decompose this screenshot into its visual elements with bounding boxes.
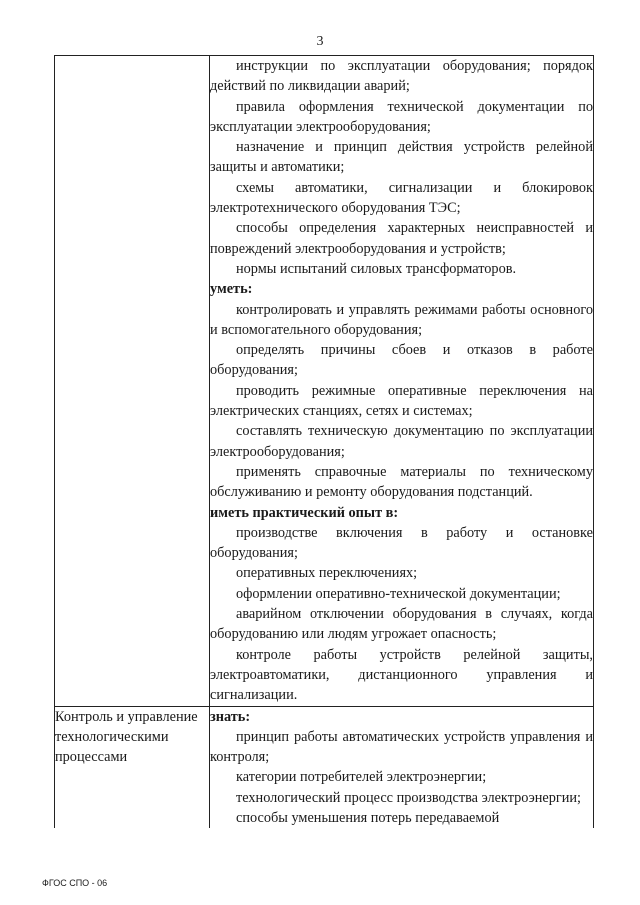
section-heading: уметь:	[210, 281, 253, 298]
list-item: определять причины сбоев и отказов в работе оборудования;	[210, 342, 593, 379]
list-item: технологический процесс производства электроэнергии;	[236, 789, 582, 806]
table-row	[55, 706, 594, 828]
list-item: аварийном отключении оборудования в случаях, когда оборудованию или людям угрожает опасность;	[210, 606, 593, 643]
right-cell	[210, 56, 594, 707]
competency-table	[54, 55, 594, 828]
section-heading: иметь практический опыт в:	[210, 504, 399, 521]
page-number: 3	[316, 34, 324, 49]
list-item: применять справочные материалы по техническому обслуживанию и ремонту оборудования подстанций.	[210, 463, 593, 501]
list-item: проводить режимные оперативные переключения на электрических станциях, сетях и системах;	[210, 382, 593, 420]
list-item: правила оформления технической документации по эксплуатации электрооборудования;	[210, 98, 593, 135]
list-item: оформлении оперативно-технической документации;	[236, 585, 561, 602]
list-item: нормы испытаний силовых трансформаторов.	[236, 260, 517, 277]
list-item: назначение и принцип действия устройств релейной защиты и автоматики;	[210, 139, 593, 176]
list-item: принцип работы автоматических устройств управления и контроля;	[210, 728, 593, 766]
list-item: производстве включения в работу и остановке оборудования;	[210, 524, 593, 562]
list-item: составлять техническую документацию по эксплуатации электрооборудования;	[210, 423, 593, 460]
left-cell-competency-label: Контроль и управление технологическими процессами	[55, 706, 210, 828]
list-item: схемы автоматики, сигнализации и блокировок электротехнического оборудования ТЭС;	[210, 179, 593, 217]
list-item: контролировать и управлять режимами работы основного и вспомогательного оборудования;	[210, 301, 593, 338]
footer-code: ФГОС СПО - 06	[42, 878, 108, 888]
list-item: инструкции по эксплуатации оборудования; порядок действий по ликвидации аварий;	[210, 58, 593, 95]
list-item: контроле работы устройств релейной защиты, электроавтоматики, дистанционного управления и сигнализации.	[210, 646, 593, 704]
left-cell	[55, 56, 210, 707]
list-item: способы уменьшения потерь передаваемой	[236, 809, 500, 826]
section-heading: знать:	[210, 708, 251, 725]
right-cell	[210, 706, 594, 828]
list-item: способы определения характерных неисправностей и повреждений электрооборудования и устройств;	[210, 220, 593, 257]
list-item: категории потребителей электроэнергии;	[236, 769, 487, 786]
list-item: оперативных переключениях;	[236, 565, 418, 582]
table-row	[55, 56, 594, 707]
